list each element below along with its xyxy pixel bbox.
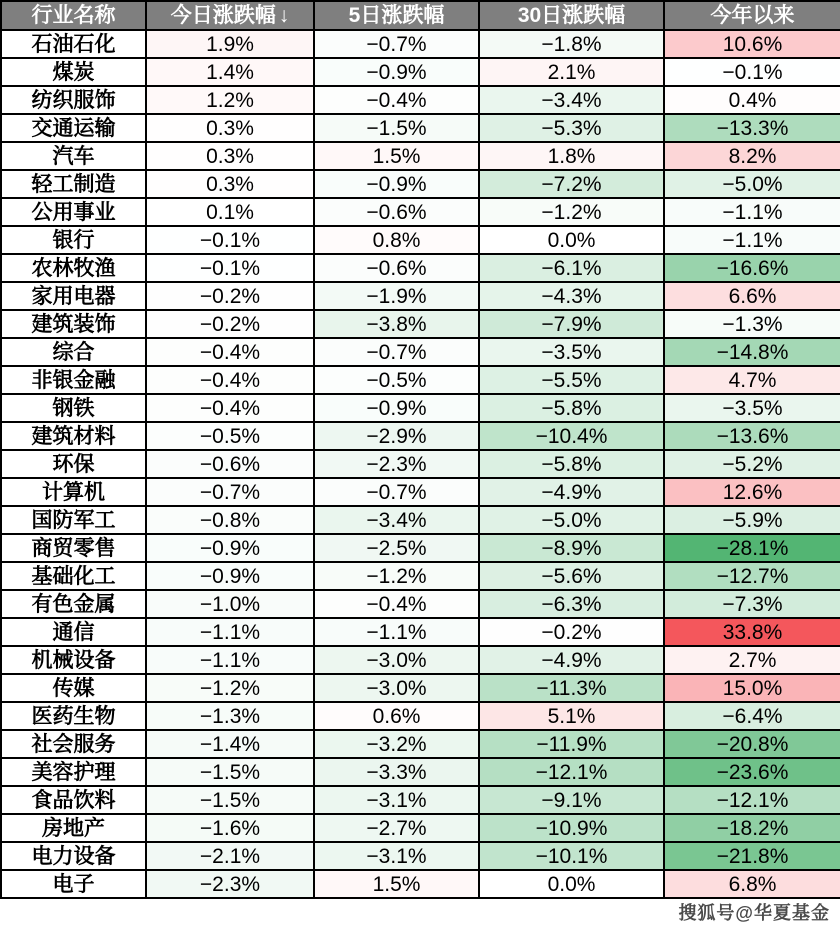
table-body [1,30,840,898]
value-cell: −3.5% [664,394,840,422]
value-cell: −0.7% [314,338,479,366]
value-cell: −13.3% [664,114,840,142]
value-cell: −0.5% [146,422,314,450]
value-cell: −1.4% [146,730,314,758]
value-cell: −0.4% [314,86,479,114]
value-cell: −3.1% [314,786,479,814]
value-cell: −0.4% [146,366,314,394]
industry-name-cell: 汽车 [1,142,146,170]
value-cell: −1.5% [146,758,314,786]
value-cell: −0.2% [479,618,664,646]
value-cell: −11.9% [479,730,664,758]
value-cell: −1.1% [314,618,479,646]
value-cell: 4.7% [664,366,840,394]
value-cell: −0.7% [314,478,479,506]
industry-name-cell: 建筑材料 [1,422,146,450]
industry-name-cell: 电力设备 [1,842,146,870]
industry-name-cell: 石油石化 [1,30,146,58]
table-row [1,450,840,478]
value-cell: −3.0% [314,674,479,702]
table-row [1,422,840,450]
value-cell: −0.4% [146,394,314,422]
table-row [1,198,840,226]
value-cell: −21.8% [664,842,840,870]
value-cell: −0.2% [146,310,314,338]
industry-name-cell: 综合 [1,338,146,366]
industry-name-cell: 机械设备 [1,646,146,674]
value-cell: −0.6% [146,450,314,478]
value-cell: 0.3% [146,114,314,142]
value-cell: −0.9% [146,534,314,562]
value-cell: 0.0% [479,870,664,898]
industry-name-cell: 医药生物 [1,702,146,730]
industry-name-cell: 轻工制造 [1,170,146,198]
industry-name-cell: 美容护理 [1,758,146,786]
value-cell: −3.1% [314,842,479,870]
industry-name-cell: 商贸零售 [1,534,146,562]
value-cell: −5.2% [664,450,840,478]
value-cell: −5.3% [479,114,664,142]
col-header-label: 今日涨跌幅 [170,4,276,27]
value-cell: −0.5% [314,366,479,394]
value-cell: 0.3% [146,142,314,170]
value-cell: −6.4% [664,702,840,730]
header-row [1,1,840,30]
value-cell: −0.2% [146,282,314,310]
table-row [1,478,840,506]
value-cell: −1.8% [479,30,664,58]
value-cell: 0.3% [146,170,314,198]
industry-name-cell: 计算机 [1,478,146,506]
industry-name-cell: 交通运输 [1,114,146,142]
industry-name-cell: 社会服务 [1,730,146,758]
industry-name-cell: 基础化工 [1,562,146,590]
value-cell: −0.4% [314,590,479,618]
value-cell: −16.6% [664,254,840,282]
table-row [1,730,840,758]
industry-name-cell: 家用电器 [1,282,146,310]
table-row [1,86,840,114]
value-cell: 2.7% [664,646,840,674]
value-cell: 12.6% [664,478,840,506]
col-header-label: 行业名称 [31,4,116,27]
value-cell: 1.2% [146,86,314,114]
industry-name-cell: 农林牧渔 [1,254,146,282]
industry-name-cell: 电子 [1,870,146,898]
value-cell: 1.5% [314,142,479,170]
value-cell: 6.6% [664,282,840,310]
table-row [1,870,840,898]
value-cell: −0.9% [146,562,314,590]
value-cell: −0.9% [314,394,479,422]
col-header-label: 30日涨跌幅 [517,4,626,27]
table-row [1,646,840,674]
value-cell: −4.9% [479,478,664,506]
value-cell: −0.4% [146,338,314,366]
industry-name-cell: 传媒 [1,674,146,702]
table-row [1,674,840,702]
value-cell: −5.0% [479,506,664,534]
col-header-5day-change[interactable] [314,1,479,30]
col-header-industry-name[interactable] [1,1,146,30]
value-cell: −1.0% [146,590,314,618]
value-cell: −1.9% [314,282,479,310]
value-cell: −9.1% [479,786,664,814]
industry-name-cell: 公用事业 [1,198,146,226]
value-cell: −3.4% [314,506,479,534]
value-cell: −23.6% [664,758,840,786]
value-cell: −5.8% [479,450,664,478]
value-cell: −1.2% [479,198,664,226]
value-cell: −1.1% [664,226,840,254]
value-cell: −1.1% [664,198,840,226]
industry-name-cell: 通信 [1,618,146,646]
value-cell: −3.0% [314,646,479,674]
value-cell: −3.3% [314,758,479,786]
value-cell: −2.7% [314,814,479,842]
value-cell: −6.3% [479,590,664,618]
value-cell: −12.7% [664,562,840,590]
value-cell: −10.1% [479,842,664,870]
col-header-label: 今年以来 [710,4,795,27]
value-cell: −0.1% [664,58,840,86]
value-cell: −3.8% [314,310,479,338]
value-cell: −5.0% [664,170,840,198]
value-cell: −3.4% [479,86,664,114]
value-cell: −2.3% [146,870,314,898]
value-cell: −14.8% [664,338,840,366]
value-cell: −12.1% [664,786,840,814]
table-row [1,226,840,254]
watermark: 搜狐号@华夏基金 [678,903,830,923]
table-row [1,786,840,814]
value-cell: −1.6% [146,814,314,842]
value-cell: 6.8% [664,870,840,898]
value-cell: 1.5% [314,870,479,898]
value-cell: −7.3% [664,590,840,618]
value-cell: −8.9% [479,534,664,562]
table-row [1,702,840,730]
value-cell: 15.0% [664,674,840,702]
value-cell: 5.1% [479,702,664,730]
value-cell: 33.8% [664,618,840,646]
value-cell: −0.9% [314,58,479,86]
table-row [1,30,840,58]
value-cell: −0.6% [314,254,479,282]
table-row [1,58,840,86]
industry-name-cell: 煤炭 [1,58,146,86]
value-cell: −5.9% [664,506,840,534]
value-cell: −0.1% [146,226,314,254]
value-cell: −1.1% [146,646,314,674]
industry-name-cell: 纺织服饰 [1,86,146,114]
table-row [1,338,840,366]
value-cell: −7.9% [479,310,664,338]
industry-name-cell: 建筑装饰 [1,310,146,338]
value-cell: −10.4% [479,422,664,450]
value-cell: −7.2% [479,170,664,198]
value-cell: −2.5% [314,534,479,562]
table-row [1,842,840,870]
value-cell: −0.8% [146,506,314,534]
table-row [1,114,840,142]
col-header-ytd-change[interactable] [664,1,840,30]
value-cell: −5.8% [479,394,664,422]
table-row [1,170,840,198]
col-header-30day-change[interactable] [479,1,664,30]
value-cell: −18.2% [664,814,840,842]
value-cell: −28.1% [664,534,840,562]
value-cell: 1.8% [479,142,664,170]
value-cell: 0.6% [314,702,479,730]
sort-descending-icon[interactable]: ↓ [278,4,290,27]
value-cell: −0.9% [314,170,479,198]
value-cell: −1.3% [664,310,840,338]
value-cell: −1.2% [314,562,479,590]
value-cell: 0.4% [664,86,840,114]
industry-name-cell: 银行 [1,226,146,254]
value-cell: 2.1% [479,58,664,86]
table-row [1,394,840,422]
value-cell: −1.1% [146,618,314,646]
table-row [1,254,840,282]
table-row [1,142,840,170]
value-cell: −13.6% [664,422,840,450]
table-row [1,310,840,338]
table-row [1,814,840,842]
value-cell: −5.6% [479,562,664,590]
value-cell: −0.7% [314,30,479,58]
value-cell: −3.5% [479,338,664,366]
value-cell: −2.3% [314,450,479,478]
industry-name-cell: 有色金属 [1,590,146,618]
value-cell: 0.0% [479,226,664,254]
value-cell: 0.8% [314,226,479,254]
value-cell: −1.2% [146,674,314,702]
value-cell: −1.3% [146,702,314,730]
value-cell: −5.5% [479,366,664,394]
industry-name-cell: 房地产 [1,814,146,842]
value-cell: −1.5% [146,786,314,814]
value-cell: −6.1% [479,254,664,282]
table-row [1,562,840,590]
value-cell: 1.4% [146,58,314,86]
industry-name-cell: 环保 [1,450,146,478]
table-row [1,282,840,310]
col-header-today-change[interactable] [146,1,314,30]
col-header-label: 5日涨跌幅 [348,4,445,27]
value-cell: −4.3% [479,282,664,310]
industry-name-cell: 食品饮料 [1,786,146,814]
value-cell: −2.1% [146,842,314,870]
industry-name-cell: 国防军工 [1,506,146,534]
value-cell: −0.7% [146,478,314,506]
value-cell: −0.1% [146,254,314,282]
value-cell: 10.6% [664,30,840,58]
value-cell: −11.3% [479,674,664,702]
value-cell: −20.8% [664,730,840,758]
table-row [1,506,840,534]
value-cell: −12.1% [479,758,664,786]
value-cell: −4.9% [479,646,664,674]
value-cell: 8.2% [664,142,840,170]
table-row [1,366,840,394]
table-row [1,618,840,646]
value-cell: 0.1% [146,198,314,226]
value-cell: −10.9% [479,814,664,842]
value-cell: −3.2% [314,730,479,758]
value-cell: 1.9% [146,30,314,58]
industry-name-cell: 钢铁 [1,394,146,422]
industry-name-cell: 非银金融 [1,366,146,394]
table-row [1,534,840,562]
value-cell: −1.5% [314,114,479,142]
value-cell: −0.6% [314,198,479,226]
table-row [1,590,840,618]
table-header [1,1,840,30]
table-row [1,758,840,786]
value-cell: −2.9% [314,422,479,450]
